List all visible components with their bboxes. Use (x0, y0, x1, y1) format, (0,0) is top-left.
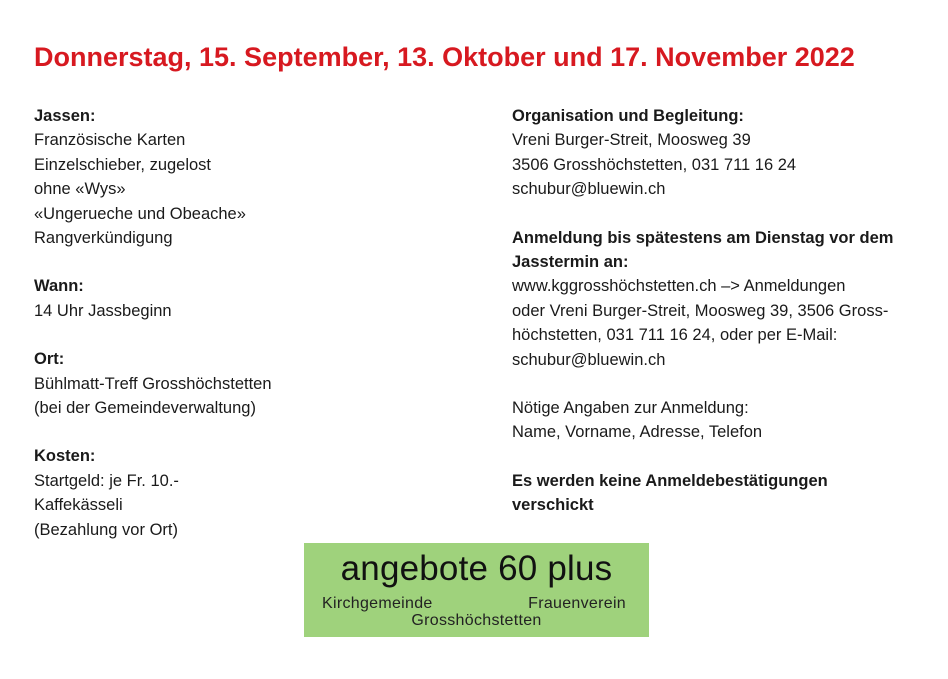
angebote-logo (304, 543, 649, 637)
section-organisation (512, 104, 932, 202)
left-column (34, 104, 474, 566)
section-kosten (34, 444, 474, 542)
logo-frauenverein: Frauenverein (528, 595, 626, 612)
info-line: höchstetten, 031 711 16 24, oder per E-Mail: (512, 326, 838, 345)
logo-location: Grosshöchstetten (411, 612, 542, 629)
logo-title: angebote 60 plus (340, 549, 613, 588)
info-line: «Ungerueche und Obeache» (34, 204, 246, 223)
section-jassen (34, 104, 474, 250)
info-line: ohne «Wys» (34, 180, 126, 199)
info-line: Name, Vorname, Adresse, Telefon (512, 423, 763, 442)
section-ort (34, 347, 474, 420)
section-heading: Kosten: (34, 447, 96, 466)
email-text: schubur@bluewin.ch (512, 350, 666, 369)
info-line: (Bezahlung vor Ort) (34, 520, 178, 539)
logo-kirchgemeinde: Kirchgemeinde (322, 595, 433, 612)
info-line: Einzelschieber, zugelost (34, 155, 212, 174)
info-line: Nötige Angaben zur Anmeldung: (512, 399, 749, 418)
section-heading: Organisation und Begleitung: (512, 107, 744, 125)
section-hinweis (512, 469, 932, 518)
info-line: Französische Karten (34, 131, 186, 150)
page-title: Donnerstag, 15. September, 13. Oktober und 17. November 2022 (34, 42, 855, 72)
right-column (512, 104, 932, 542)
email-text: schubur@bluewin.ch (512, 180, 666, 199)
section-angaben (512, 396, 932, 445)
info-line: Rangverkündigung (34, 229, 173, 248)
section-anmeldung (512, 226, 932, 372)
info-line: 3506 Grosshöchstetten, 031 711 16 24 (512, 155, 797, 174)
info-line: 14 Uhr Jassbeginn (34, 301, 172, 320)
section-heading: Ort: (34, 350, 65, 369)
info-line: Vreni Burger-Streit, Moosweg 39 (512, 131, 751, 150)
info-line: (bei der Gemeindeverwaltung) (34, 399, 256, 418)
section-heading: Jasstermin an: (512, 253, 629, 272)
website-text: www.kggrosshöchstetten.ch –> Anmeldungen (512, 277, 846, 296)
section-heading: Es werden keine Anmeldebestätigungen (512, 471, 828, 490)
section-heading: Anmeldung bis spätestens am Dienstag vor dem (512, 228, 894, 247)
section-heading: Jassen: (34, 107, 96, 125)
info-line: oder Vreni Burger-Streit, Moosweg 39, 3506 Gross- (512, 301, 889, 320)
info-line: Startgeld: je Fr. 10.- (34, 471, 179, 490)
info-line: Kaffekässeli (34, 496, 123, 515)
info-line: Bühlmatt-Treff Grosshöchstetten (34, 374, 272, 393)
section-wann (34, 274, 474, 323)
section-heading: verschickt (512, 496, 594, 515)
section-heading: Wann: (34, 277, 84, 296)
